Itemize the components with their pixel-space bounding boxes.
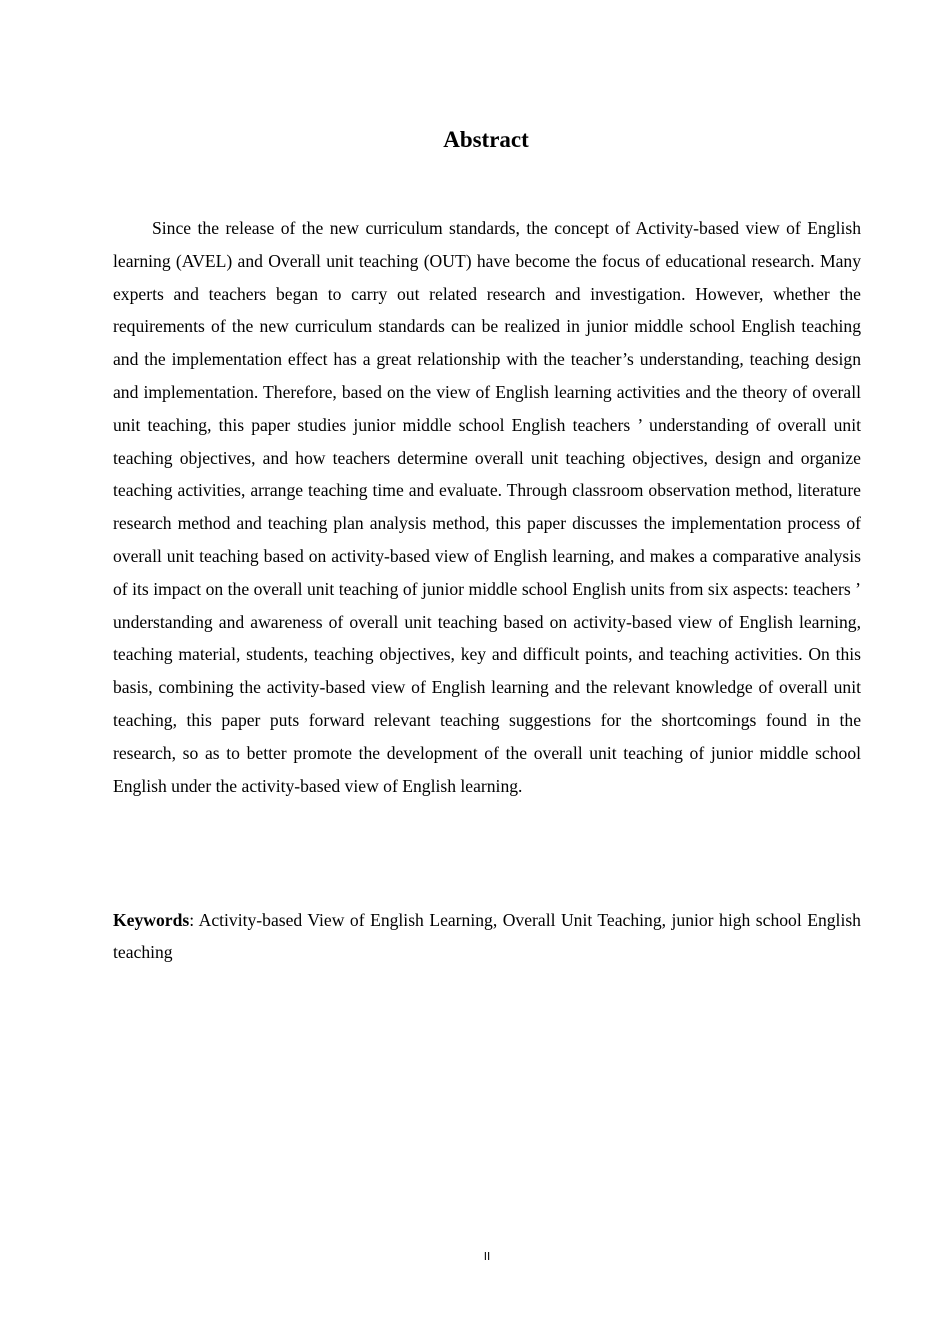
keywords-paragraph	[113, 904, 861, 968]
page-number: II	[483, 1250, 491, 1263]
abstract-title: Abstract	[443, 127, 529, 152]
abstract-body: Since the release of the new curriculum standards, the concept of Activity-based view of English learning (AVEL) and Overall unit teaching (OUT) have become the focus of educational research. Many experts and teachers began to carry out related research and investigation. However, whether the requirements of the new curriculum standards can be realized in junior middle school English teaching and the implementation effect has a great relationship with the teacher’s understanding, teaching design and implementation. Therefore, based on the view of English learning activities and the theory of overall unit teaching, this paper studies junior middle school English teachers ’ understanding of overall unit teaching objectives, and how teachers determine overall unit teaching objectives, design and organize teaching activities, arrange teaching time and evaluate. Through classroom observation method, literature research method and teaching plan analysis method, this paper discusses the implementation process of overall unit teaching based on activity-based view of English learning, and makes a comparative analysis of its impact on the overall unit teaching of junior middle school English units from six aspects: teachers ’ understanding and awareness of overall unit teaching based on activity-based view of English learning, teaching material, students, teaching objectives, key and difficult points, and teaching activities. On this basis, combining the activity-based view of English learning and the relevant knowledge of overall unit teaching, this paper puts forward relevant teaching suggestions for the shortcomings found in the research, so as to better promote the development of the overall unit teaching of junior middle school English under the activity-based view of English learning.	[113, 218, 861, 796]
keywords-label: Keywords	[113, 910, 190, 930]
keywords-list: Activity-based View of English Learning, Overall Unit Teaching, junior high school English teaching	[113, 910, 861, 962]
keywords-separator: :	[189, 910, 199, 930]
